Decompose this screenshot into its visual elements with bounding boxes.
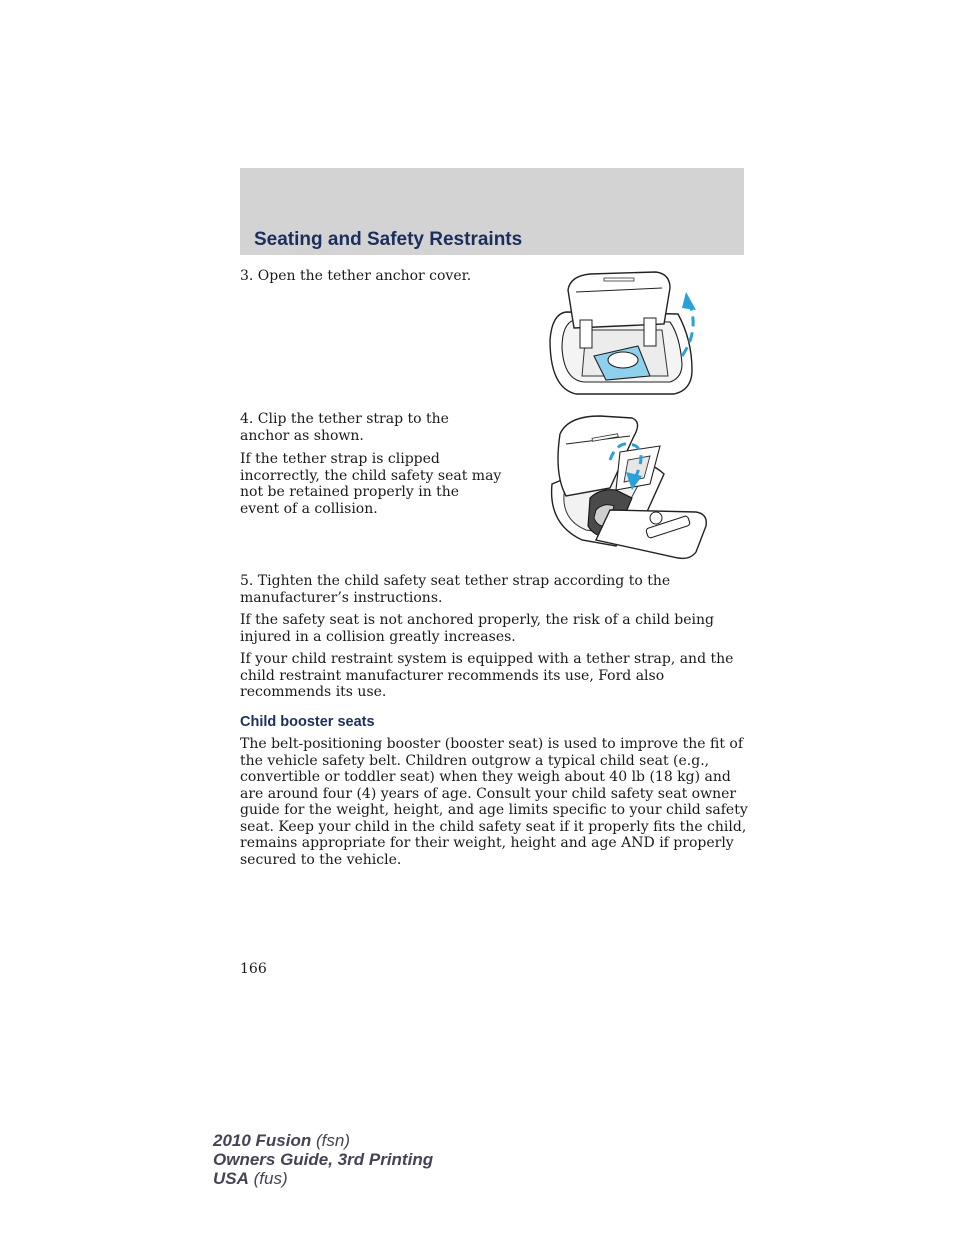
footer-market-code: (fus) [253,1169,288,1188]
document-footer [213,1131,433,1188]
step-4-text: 4. Clip the tether strap to the anchor as shown. [240,411,449,444]
tether-anchor-cover-open-illustration [546,270,716,398]
anchoring-risk-text: If the safety seat is not anchored properly, the risk of a child being injured in a collision greatly increases. [240,612,714,645]
step-5-text: 5. Tighten the child safety seat tether strap according to the manufacturer’s instructions. [240,573,671,606]
ford-recommendation-text: If your child restraint system is equipped with a tether strap, and the child restraint manufacturer recommends its use, Ford also recommends its use. [240,651,734,700]
tether-strap-clip-illustration [546,414,712,566]
footer-model-code: (fsn) [316,1131,350,1150]
page-number: 166 [240,961,267,977]
footer-market: USA [213,1169,249,1188]
footer-model: 2010 Fusion [213,1131,312,1150]
booster-seats-body: The belt-positioning booster (booster seat) is used to improve the fit of the vehicle safety belt. Children outgrow a typical child seat (e.g., convertible or toddler seat) when they weigh about 40 lb (18 kg) and are around four (4) years of age. Consult your child safety seat owner guide for the weight, height, and age limits specific to your child safety seat. Keep your child in the child safety seat if it properly fits the child, remains appropriate for their weight, height and age AND if properly secured to the vehicle. [240,736,748,868]
booster-seats-heading: Child booster seats [240,714,375,730]
step-4-warning-text: If the tether strap is clipped incorrectly, the child safety seat may not be retained properly in the event of a collision. [240,451,502,517]
footer-guide: Owners Guide, 3rd Printing [213,1150,434,1169]
section-title: Seating and Safety Restraints [254,229,523,250]
step-3-text: 3. Open the tether anchor cover. [240,268,472,284]
